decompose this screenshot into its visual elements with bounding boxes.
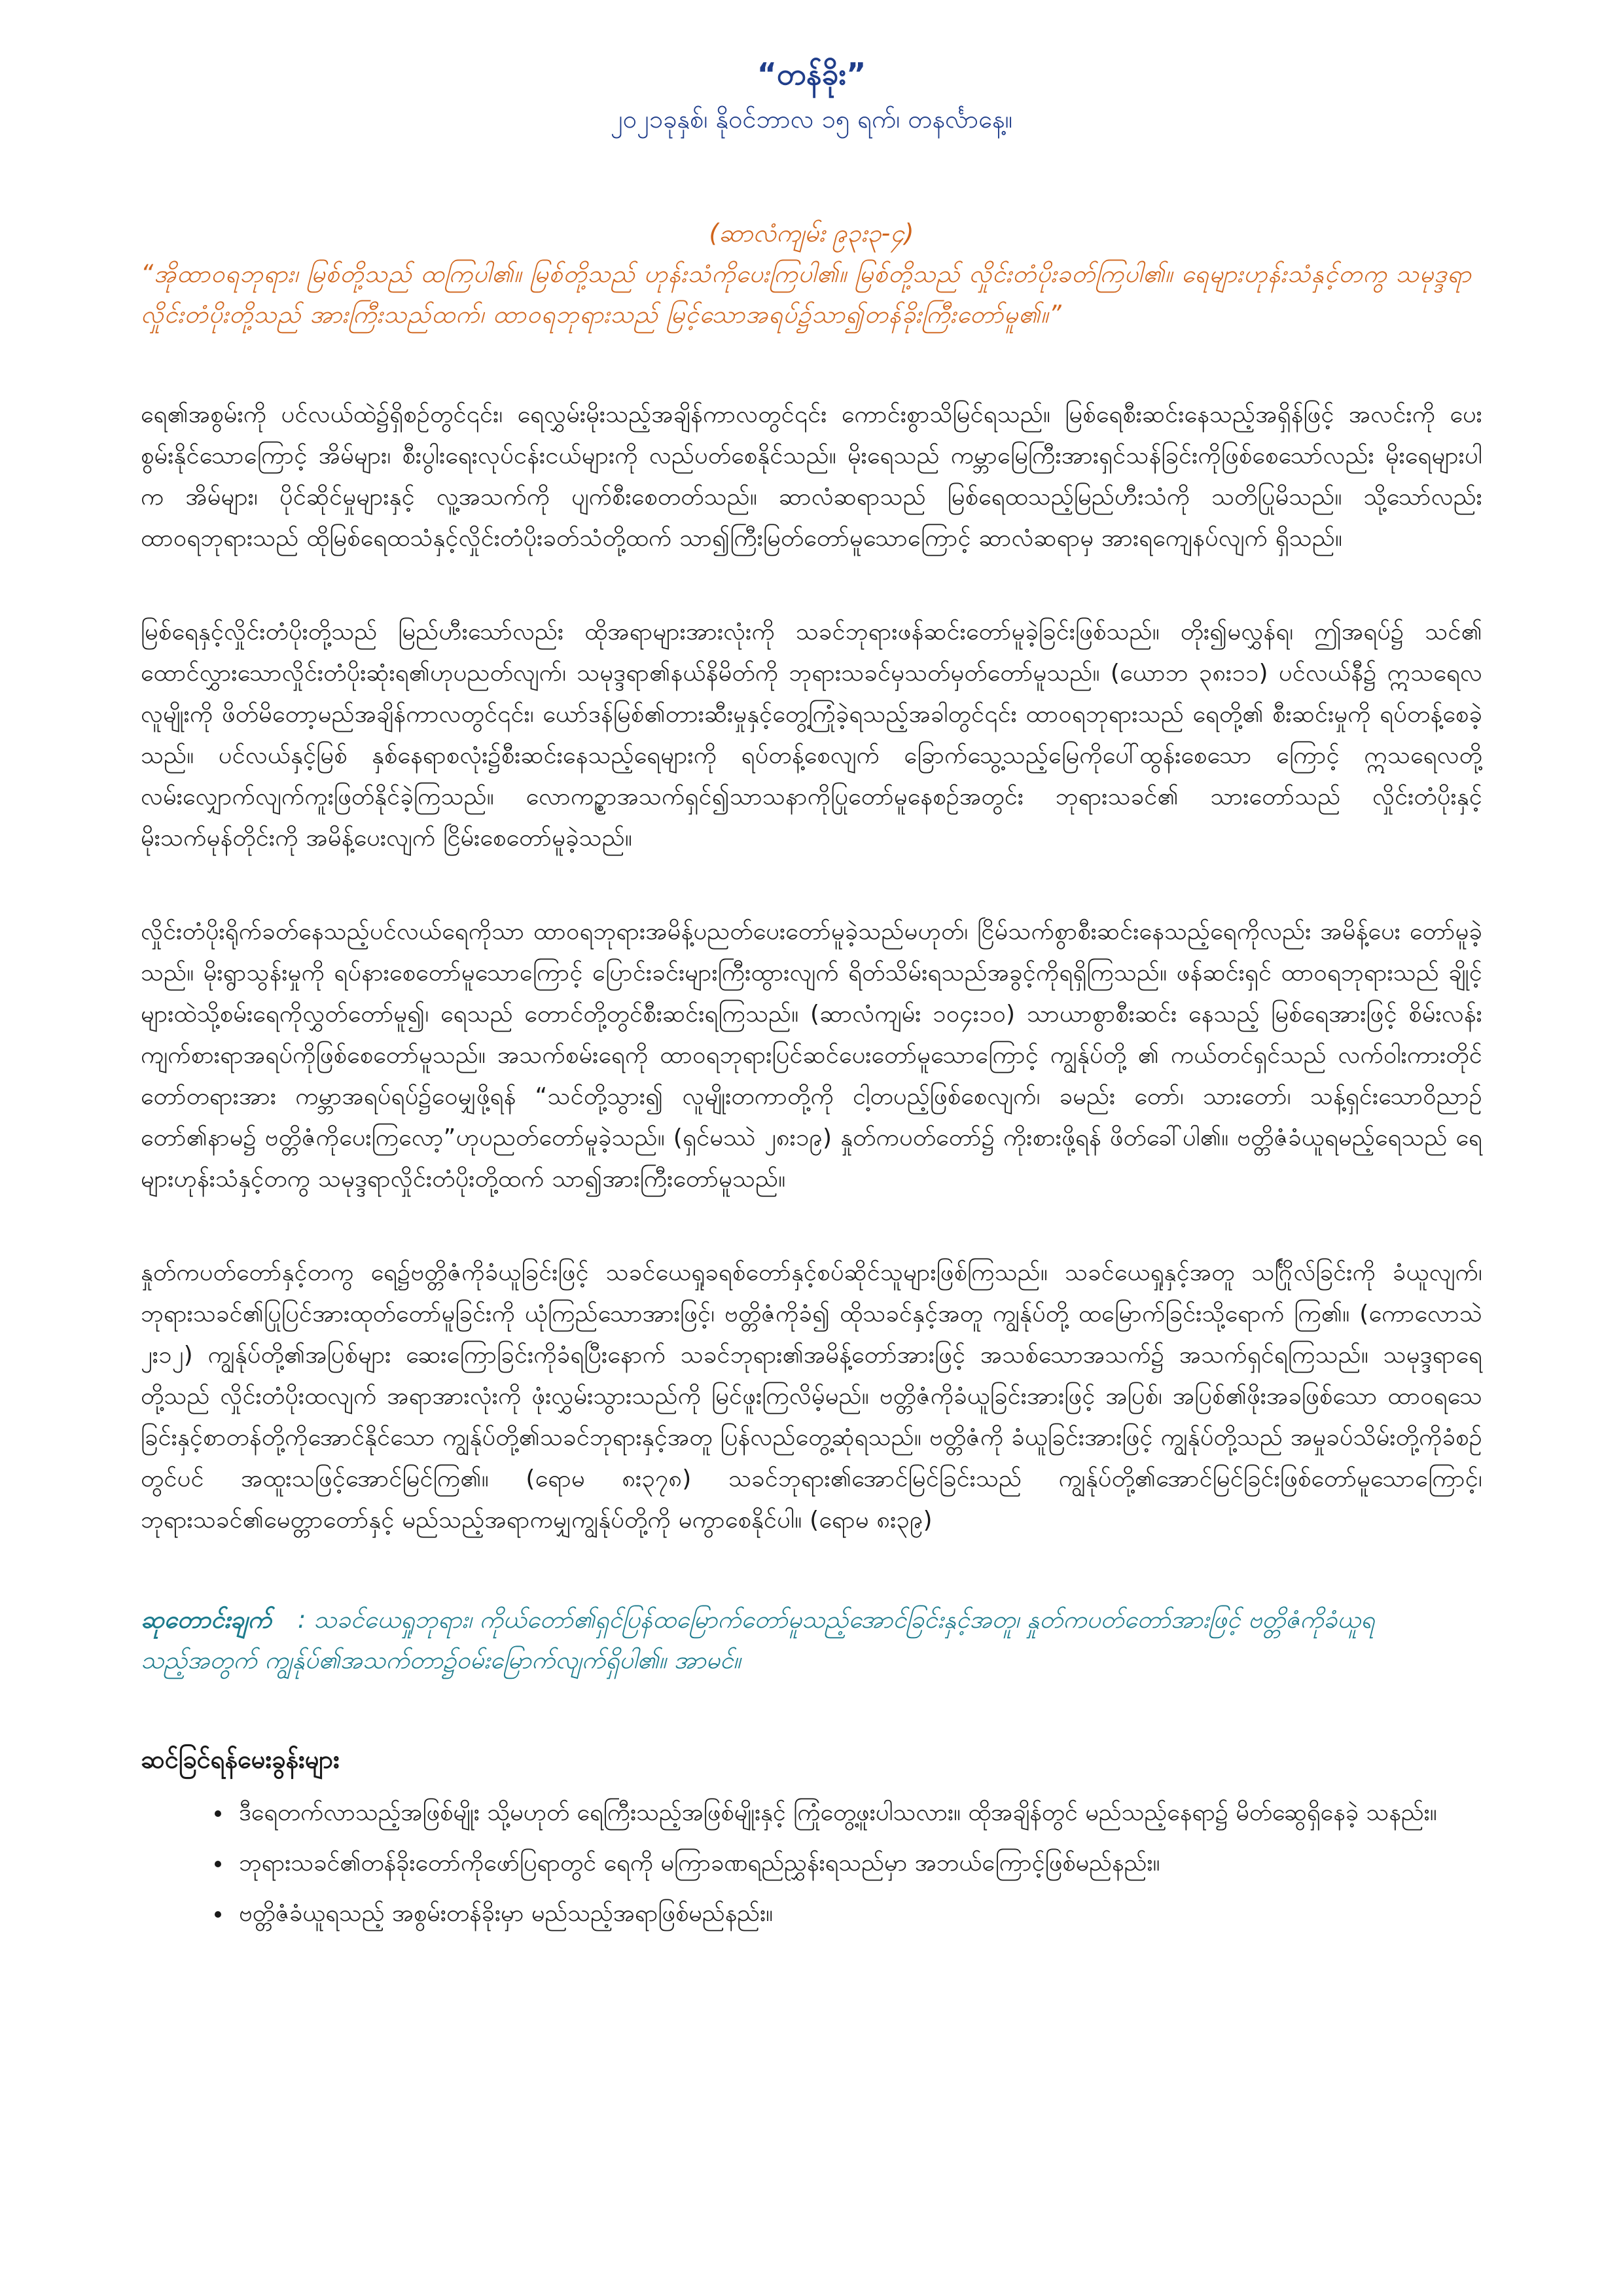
- prayer-text: : သခင်ယေရှုဘုရား၊ ကိုယ်တော်၏ရှင်ပြန်ထမြောက်တော်မူသည့်အောင်ခြင်းနှင့်အတူ၊ နှုတ်ကပတ်တော်အားဖြင့် ဗတ္တိဇံကိုခံယူရသည့်အတွက် ကျွန်ုပ်၏အသက်တာ၌ဝမ်းမြောက်လျက်ရှိပါ၏။ အာမင်။: [141, 1605, 1375, 1674]
- page-title: “တန်ခိုး”: [757, 56, 866, 92]
- prayer-label: ဆုတောင်းချက်: [141, 1605, 272, 1634]
- body-paragraph-3: လှိုင်းတံပိုးရိုက်ခတ်နေသည့်ပင်လယ်ရေကိုသာ ထာဝရဘုရားအမိန့်ပညတ်ပေးတော်မူခဲ့သည်မဟုတ်၊ ငြိမ်သက်စွာစီးဆင်းနေသည့်ရေကိုလည်း အမိန့်ပေး တော်မူခဲ့သည်။ မိုးရွာသွန်းမှုကို ရပ်နားစေတော်မူသောကြောင့် ပြောင်းခင်းများကြီးထွားလျက် ရိတ်သိမ်းရသည်အခွင့်ကိုရရှိကြသည်။ ဖန်ဆင်းရှင် ထာဝရဘုရားသည် ချိုင့်များထဲသို့စမ်းရေကိုလွှတ်တော်မူ၍၊ ရေသည် တောင်တို့တွင်စီးဆင်းရကြသည်။ (ဆာလံကျမ်း ၁၀၄း၁၀) သာယာစွာစီးဆင်း နေသည့် မြစ်ရေအားဖြင့် စိမ်းလန်းကျက်စားရာအရပ်ကိုဖြစ်စေတော်မူသည်။ အသက်စမ်းရေကို ထာဝရဘုရားပြင်ဆင်ပေးတော်မူသောကြောင့် ကျွန်ုပ်တို့ ၏ ကယ်တင်ရှင်သည် လက်ဝါးကားတိုင်တော်တရားအား ကမ္ဘာအရပ်ရပ်၌ဝေမျှဖို့ရန် “သင်တို့သွား၍ လူမျိုးတကာတို့ကို ငါ့တပည့်ဖြစ်စေလျက်၊ ခမည်း တော်၊ သားတော်၊ သန့်ရှင်းသောဝိညာဉ်တော်၏နာမ၌ ဗတ္တိဇံကိုပေးကြလော့”ဟုပညတ်တော်မူခဲ့သည်။ (ရှင်မဿဲ ၂၈း၁၉) နှုတ်ကပတ်တော်၌ ကိုးစားဖို့ရန် ဖိတ်ခေါ်ပါ၏။ ဗတ္တိဇံခံယူရမည့်ရေသည် ရေများဟုန်းသံနှင့်တကွ သမုဒ္ဒရာလှိုင်းတံပိုးတို့ထက် သာ၍အားကြီးတော်မူသည်။: [141, 918, 1482, 1193]
- prayer-section: [141, 1600, 1482, 1681]
- question-item: • ဒီရေတက်လာသည့်အဖြစ်မျိုး သို့မဟုတ် ရေကြီးသည့်အဖြစ်မျိုးနှင့် ကြုံတွေ့ဖူးပါသလား။ ထိုအချိန်တွင် မည်သည့်နေရာ၌ မိတ်ဆွေရှိနေခဲ့ သနည်း။: [232, 1792, 1482, 1833]
- questions-heading: ဆင်ခြင်ရန်မေးခွန်းများ: [141, 1745, 340, 1774]
- body-paragraph-2: မြစ်ရေနှင့်လှိုင်းတံပိုးတို့သည် မြည်ဟီးသော်လည်း ထိုအရာများအားလုံးကို သခင်ဘုရားဖန်ဆင်းတော်မူခဲ့ခြင်းဖြစ်သည်။ တိုး၍မလွှန်ရ၊ ဤအရပ်၌ သင်၏ ထောင်လွှားသောလှိုင်းတံပိုးဆုံးရ၏ဟုပညတ်လျက်၊ သမုဒ္ဒရာ၏နယ်နိမိတ်ကို ဘုရားသခင်မှသတ်မှတ်တော်မူသည်။ (ယောဘ ၃၈း၁၁) ပင်လယ်နီ၌ ဣသရေလလူမျိုးကို ဖိတ်မိတော့မည်အချိန်ကာလတွင်၎င်း၊ ယော်ဒန်မြစ်၏တားဆီးမှုနှင့်တွေ့ကြုံခဲ့ရသည့်အခါတွင်၎င်း ထာဝရဘုရားသည် ရေတို့၏ စီးဆင်းမှုကို ရပ်တန့်စေခဲ့သည်။ ပင်လယ်နှင့်မြစ် နှစ်နေရာစလုံး၌စီးဆင်းနေသည့်ရေများကို ရပ်တန့်စေလျက် ခြောက်သွေ့သည့်မြေကိုပေါ်ထွန်းစေသော ကြောင့် ဣသရေလတို့ လမ်းလျှောက်လျက်ကူးဖြတ်နိုင်ခဲ့ကြသည်။ လောကဥ္စာအသက်ရှင်၍သာသနာကိုပြုတော်မူနေစဉ်အတွင်း ဘုရားသခင်၏ သားတော်သည် လှိုင်းတံပိုးနှင့်မိုးသက်မုန်တိုင်းကို အမိန့်ပေးလျက် ငြိမ်းစေတော်မူခဲ့သည်။: [141, 619, 1482, 852]
- body-paragraph-1: ရေ၏အစွမ်းကို ပင်လယ်ထဲ၌ရှိစဉ်တွင်၎င်း၊ ရေလွှမ်းမိုးသည့်အချိန်ကာလတွင်၎င်း ကောင်းစွာသိမြင်ရသည်။ မြစ်ရေစီးဆင်းနေသည့်အရှိန်ဖြင့် အလင်းကို ပေးစွမ်းနိုင်သောကြောင့် အိမ်များ၊ စီးပွါးရေးလုပ်ငန်းငယ်များကို လည်ပတ်စေနိုင်သည်။ မိုးရေသည် ကမ္ဘာမြေကြီးအားရှင်သန်ခြင်းကိုဖြစ်စေသော်လည်း မိုးရေများပါက အိမ်များ၊ ပိုင်ဆိုင်မှုများနှင့် လူ့အသက်ကို ပျက်စီးစေတတ်သည်။ ဆာလံဆရာသည် မြစ်ရေထသည့်မြည်ဟီးသံကို သတိပြုမိသည်။ သို့သော်လည်း ထာဝရဘုရားသည် ထိုမြစ်ရေထသံနှင့်လှိုင်းတံပိုးခတ်သံတို့ထက် သာ၍ကြီးမြတ်တော်မူသောကြောင့် ဆာလံဆရာမှ အားရကျေနပ်လျက် ရှိသည်။: [141, 401, 1482, 552]
- questions-list: [141, 1792, 1482, 1934]
- scripture-reference: (ဆာလံကျမ်း ၉၃း၃-၄): [709, 219, 914, 247]
- scripture-text: “အိုထာဝရဘုရား၊ မြစ်တို့သည် ထကြပါ၏။ မြစ်တို့သည် ဟုန်းသံကိုပေးကြပါ၏။ မြစ်တို့သည် လှိုင်းတံပိုးခတ်ကြပါ၏။ ရေများဟုန်းသံနှင့်တကွ သမုဒ္ဒရာလှိုင်းတံပိုးတို့သည် အားကြီးသည်ထက်၊ ထာဝရဘုရားသည် မြင့်သောအရပ်၌သာ၍တန်ခိုးကြီးတော်မူ၏။”: [141, 260, 1472, 329]
- question-item: • ဘုရားသခင်၏တန်ခိုးတော်ကိုဖော်ပြရာတွင် ရေကို မကြာခဏရည်ညွှန်းရသည်မှာ အဘယ်ကြောင့်ဖြစ်မည်နည်း။: [232, 1842, 1482, 1884]
- date-line: ၂၀၂၁ခုနှစ်၊ နိုဝင်ဘာလ ၁၅ ရက်၊ တနင်္လာနေ့။: [610, 105, 1013, 134]
- question-item: • ဗတ္တိဇံခံယူရသည့် အစွမ်းတန်ခိုးမှာ မည်သည့်အရာဖြစ်မည်နည်း။: [232, 1893, 1482, 1934]
- body-paragraph-4: နှုတ်ကပတ်တော်နှင့်တကွ ရေ၌ဗတ္တိဇံကိုခံယူခြင်းဖြင့် သခင်ယေရှုခရစ်တော်နှင့်စပ်ဆိုင်သူများဖြစ်ကြသည်။ သခင်ယေရှုနှင့်အတူ သင်္ဂြိုလ်ခြင်းကို ခံယူလျက်၊ ဘုရားသခင်၏ပြုပြင်အားထုတ်တော်မူခြင်းကို ယုံကြည်သောအားဖြင့်၊ ဗတ္တိဇံကိုခံ၍ ထိုသခင်နှင့်အတူ ကျွန်ုပ်တို့ ထမြောက်ခြင်းသို့ရောက် ကြ၏။ (ကောလောသဲ ၂း၁၂) ကျွန်ုပ်တို့၏အပြစ်များ ဆေးကြောခြင်းကိုခံရပြီးနောက် သခင်ဘုရား၏အမိန့်တော်အားဖြင့် အသစ်သောအသက်၌ အသက်ရှင်ရကြသည်။ သမုဒ္ဒရာရေတို့သည် လှိုင်းတံပိုးထလျက် အရာအားလုံးကို ဖုံးလွှမ်းသွားသည်ကို မြင်ဖူးကြလိမ့်မည်။ ဗတ္တိဇံကိုခံယူခြင်းအားဖြင့် အပြစ်၊ အပြစ်၏ဖိုးအခဖြစ်သော ထာဝရသေခြင်းနှင့်စာတန်တို့ကိုအောင်နိုင်သော ကျွန်ုပ်တို့၏သခင်ဘုရားနှင့်အတူ ပြန်လည်တွေ့ဆုံရသည်။ ဗတ္တိဇံကို ခံယူခြင်းအားဖြင့် ကျွန်ုပ်တို့သည် အမှုခပ်သိမ်းတို့ကိုခံစဉ်တွင်ပင် အထူးသဖြင့်အောင်မြင်ကြ၏။ (ရောမ ၈း၃၇၈) သခင်ဘုရား၏အောင်မြင်ခြင်းသည် ကျွန်ုပ်တို့၏အောင်မြင်ခြင်းဖြစ်တော်မူသောကြောင့်၊ ဘုရားသခင်၏မေတ္တာတော်နှင့် မည်သည့်အရာကမျှကျွန်ုပ်တို့ကို မကွာစေနိုင်ပါ။ (ရောမ ၈း၃၉): [141, 1259, 1482, 1534]
